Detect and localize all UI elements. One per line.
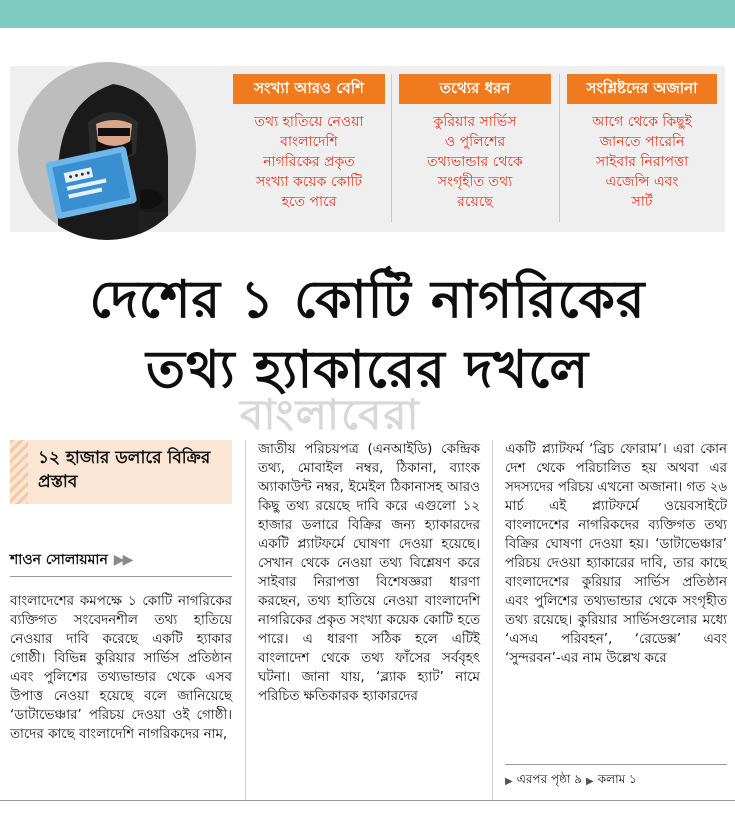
kicker-stripes — [10, 440, 28, 504]
info-line: আগে থেকে কিছুই — [592, 114, 692, 130]
info-box-heading: সংশ্লিষ্টদের অজানা — [567, 74, 717, 104]
kicker-box — [10, 440, 232, 504]
info-box-body — [399, 104, 551, 212]
byline-rule — [10, 576, 232, 577]
info-box-count — [233, 74, 385, 234]
info-line: সাইবার নিরাপত্তা — [595, 154, 689, 170]
top-color-band — [0, 0, 735, 28]
info-box-body — [567, 104, 717, 212]
info-line: রয়েছে — [457, 194, 493, 210]
watermark: বাংলাবেরা — [240, 390, 421, 439]
info-line: তথ্য হাতিয়ে নেওয়া — [254, 114, 364, 130]
info-line: তথ্যভান্ডার থেকে — [427, 154, 523, 170]
info-box-type — [399, 74, 551, 234]
info-line: ও পুলিশের — [444, 134, 506, 150]
info-box-heading: তথ্যের ধরন — [399, 74, 551, 104]
continuation-page: এরপর পৃষ্ঠা ৯ — [516, 772, 583, 786]
continuation-column: কলাম ১ — [597, 772, 637, 786]
article-column-1: বাংলাদেশের কমপক্ষে ১ কোটি নাগরিকের ব্যক্তিগত সংবেদনশীল তথ্য হাতিয়ে নেওয়ার দাবি করেছে একটি হ্যাকার গোষ্ঠী। বিভিন্ন কুরিয়ার সার্ভিস প্রতিষ্ঠান এবং পুলিশের তথ্যভান্ডার থেকে এসব উপাত্ত নেওয়া হয়েছে বলে জানিয়েছে ‘ডাটাভেঞ্চার’ পরিচয় দেওয়া ওই গোষ্ঠী। তাদের কাছে বাংলাদেশি নাগরিকদের নাম, — [10, 594, 232, 742]
info-line: জানতে পারেনি — [599, 134, 685, 150]
info-box-heading: সংখ্যা আরও বেশি — [233, 74, 385, 104]
headline-line-1: দেশের ১ কোটি নাগরিকের — [89, 270, 646, 330]
kicker-text: ১২ হাজার ডলারে বিক্রির প্রস্তাব — [38, 448, 211, 492]
info-separator — [391, 74, 392, 222]
info-box-body — [233, 104, 385, 212]
info-line: কুরিয়ার সার্ভিস — [433, 114, 517, 130]
article-column-2: জাতীয় পরিচয়পত্র (এনআইডি) কেন্দ্রিক তথ্য, মোবাইল নম্বর, ঠিকানা, ব্যাংক অ্যাকাউন্ট নম্বর, ইমেইল ঠিকানাসহ আরও কিছু তথ্য রয়েছে দাবি করে এগুলো ১২ হাজার ডলারে বিক্রির জন্য হ্যাকারদের একটি প্ল্যাটফর্মে ঘোষণা দেওয়া হয়েছে। সেখান থেকে নেওয়া তথ্য বিশ্লেষণ করে সাইবার নিরাপত্তা বিশেষজ্ঞরা ধারণা করছেন, তথ্য হাতিয়ে নেওয়া বাংলাদেশি নাগরিকের প্রকৃত সংখ্যা কয়েক কোটি হতে পারে। এ ধারণা সঠিক হলে এটিই বাংলাদেশ থেকে তথ্য ফাঁসের সর্ববৃহৎ ঘটনা। জানা যায়, ‘ব্ল্যাক হ্যাট’ নামে পরিচিত ক্ষতিকারক হ্যাকারদের — [258, 442, 480, 704]
byline-author: শাওন সোলায়মান — [10, 552, 108, 568]
info-line: এজেন্সি এবং — [605, 174, 679, 190]
bottom-rule — [0, 800, 735, 801]
column-rule — [492, 440, 493, 800]
info-line: বাংলাদেশি — [280, 134, 338, 150]
play-arrow-icon: ▶ — [586, 775, 594, 787]
hacker-illustration — [18, 62, 196, 240]
info-line: সংখ্যা কয়েক কোটি — [255, 174, 363, 190]
column-rule — [245, 440, 246, 800]
info-box-unknown — [567, 74, 717, 234]
info-line: হতে পারে — [281, 194, 337, 210]
headline-line-2: তথ্য হ্যাকারের দখলে — [145, 340, 590, 400]
article-column-3: একটি প্ল্যাটফর্ম ‘ব্রিচ ফোরাম’। এরা কোন দেশ থেকে পরিচালিত হয় অথবা এর সদস্যদের পরিচয় এখনো অজানা। গত ২৬ মার্চ এই প্ল্যাটফর্মে ওয়েবসাইটে বাংলাদেশের নাগরিকদের ব্যক্তিগত তথ্য বিক্রির ঘোষণা দেওয়া হয়। ‘ডাটাভেঞ্চার’ পরিচয় দেওয়া হ্যাকারের দাবি, তার কাছে বাংলাদেশের কুরিয়ার সার্ভিস প্রতিষ্ঠান এবং পুলিশের তথ্যভান্ডার থেকে সংগৃহীত তথ্য রয়েছে। কুরিয়ার সার্ভিসগুলোর মধ্যে ‘এসএ পরিবহন’, ‘রেডেক্স’ এবং ‘সুন্দরবন’-এর নাম উল্লেখ করে — [505, 442, 727, 666]
info-line: সংগৃহীত তথ্য — [437, 174, 513, 190]
continuation-line[interactable] — [505, 764, 727, 791]
info-line: সার্ট — [631, 194, 653, 210]
play-arrow-icon: ▶ — [505, 775, 513, 787]
double-arrow-icon: ▶▶ — [113, 552, 132, 568]
byline — [10, 548, 131, 572]
info-separator — [559, 74, 560, 222]
info-line: নাগরিকের প্রকৃত — [263, 154, 355, 170]
